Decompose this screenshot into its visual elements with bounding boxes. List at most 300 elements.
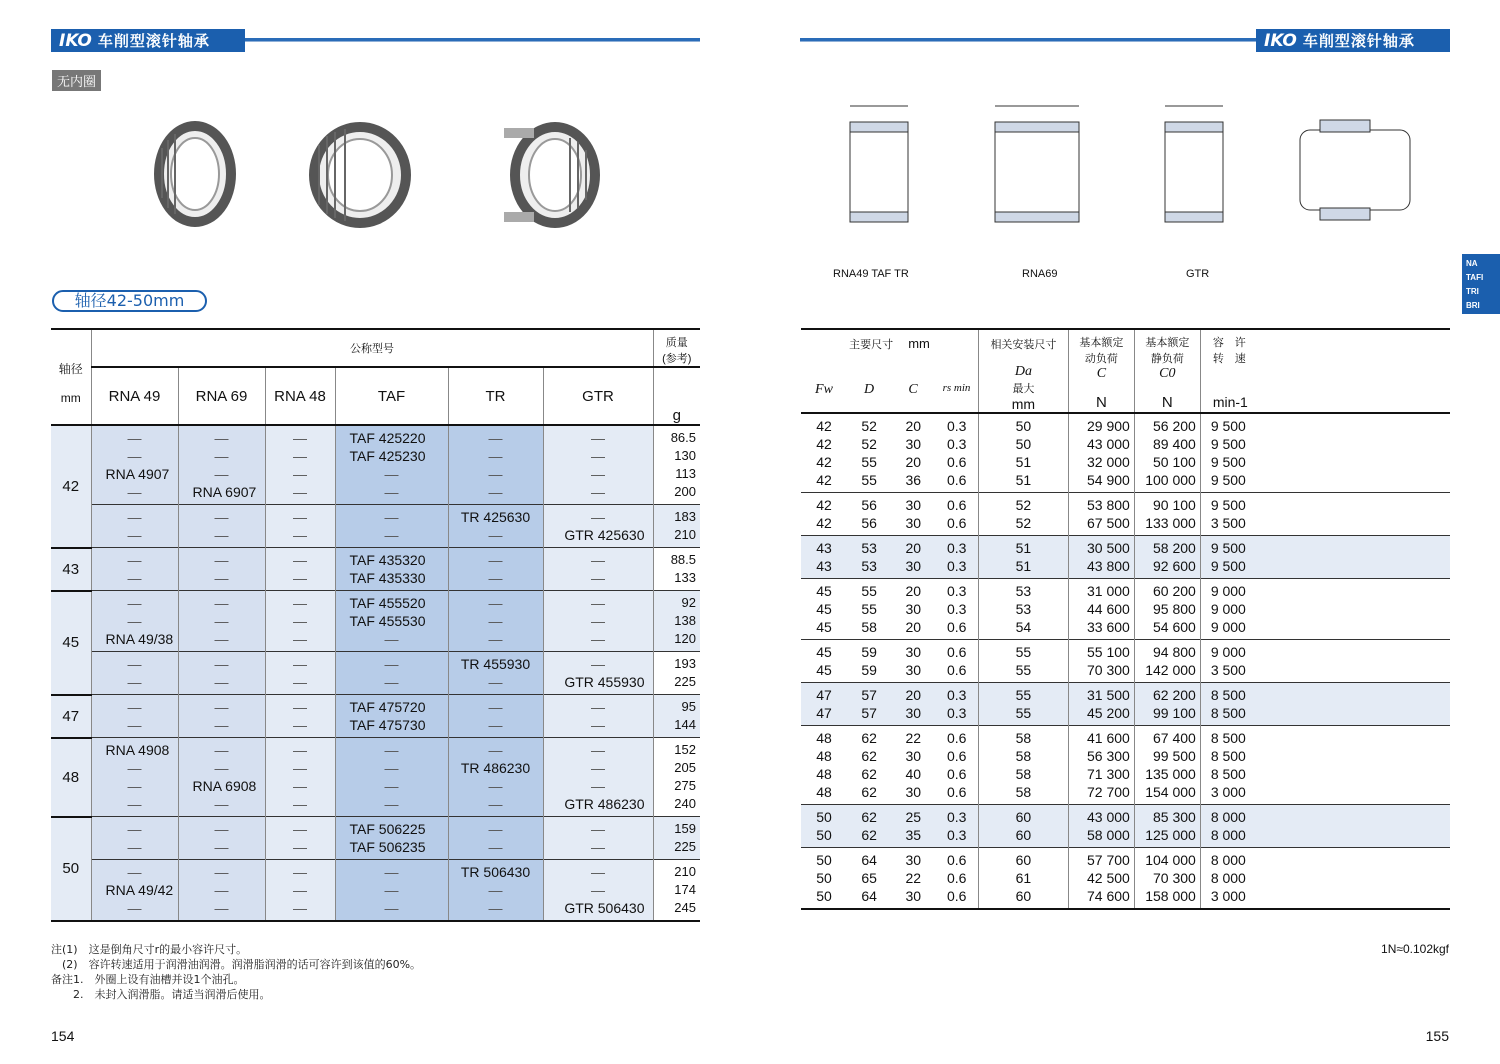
- spec-cell: 8 000: [1210, 852, 1246, 868]
- spec-cell: 55: [1015, 687, 1032, 703]
- spec-cell: 0.3: [946, 558, 967, 574]
- shaft-diameter-cell: 50: [51, 817, 91, 922]
- designation-cell: —: [488, 570, 503, 586]
- iko-logo-right: IKO: [1264, 30, 1297, 51]
- designation-cell: —: [488, 839, 503, 855]
- designation-cell: —: [127, 595, 142, 611]
- spec-cell: 62: [861, 766, 877, 782]
- spec-cell: 142 000: [1145, 662, 1196, 678]
- spec-row-group: [801, 805, 1450, 848]
- designation-cell: —: [127, 570, 142, 586]
- designation-cell: —: [293, 448, 307, 464]
- spec-cell: 48: [816, 766, 832, 782]
- section-side-tab[interactable]: [1462, 254, 1500, 314]
- spec-cell: 67 500: [1087, 515, 1130, 531]
- designation-cell: GTR 425630: [564, 527, 645, 543]
- designation-cell: —: [293, 656, 307, 672]
- designation-cell: —: [214, 613, 229, 629]
- designation-cell: TAF 425220: [349, 430, 426, 446]
- spec-cell: 0.6: [946, 662, 967, 678]
- mass-value: 183: [674, 509, 696, 524]
- spec-cell: 50: [816, 809, 832, 825]
- spec-row-group: [801, 848, 1450, 910]
- spec-cell: 0.6: [946, 644, 967, 660]
- designation-cell: TAF 455520: [349, 595, 426, 611]
- spec-cell: 51: [1015, 454, 1032, 470]
- diagram-gtr: [1135, 92, 1235, 242]
- header-rule-right: [800, 38, 1256, 42]
- mass-value: 193: [674, 656, 696, 671]
- note-1: 注(1) 这是倒角尺寸r的最小容许尺寸。: [51, 943, 248, 956]
- designation-cell: —: [214, 900, 229, 916]
- hdr-sta2: 静负荷: [1150, 353, 1184, 365]
- hdr-speed: 容 许: [1212, 337, 1246, 349]
- spec-cell: 70 300: [1152, 870, 1196, 886]
- hdr-main-dims: 主要尺寸: [849, 339, 894, 351]
- spec-cell: 30: [905, 436, 922, 452]
- designation-cell: —: [127, 699, 142, 715]
- spec-cell: 0.6: [946, 497, 967, 513]
- hdr-mass-unit: g: [653, 367, 700, 425]
- spec-cell: 52: [1015, 515, 1032, 531]
- spec-cell: 0.3: [946, 601, 967, 617]
- designation-cell: GTR 455930: [564, 674, 645, 690]
- designation-row-group: [51, 860, 700, 922]
- spec-cell: 62: [861, 784, 877, 800]
- spec-cell: 42: [816, 472, 832, 488]
- hdr-sta-sym: C0: [1159, 366, 1176, 381]
- mass-value: 130: [674, 448, 696, 463]
- designation-cell: —: [214, 796, 229, 812]
- spec-cell: 0.3: [946, 418, 967, 434]
- spec-cell: 50: [1015, 418, 1032, 434]
- designation-cell: —: [293, 778, 307, 794]
- spec-cell: 9 000: [1210, 619, 1246, 635]
- mass-value: 120: [674, 631, 696, 646]
- spec-cell: 32 000: [1087, 454, 1130, 470]
- spec-cell: 57: [861, 687, 877, 703]
- bearing-photo-gtr: [500, 120, 600, 230]
- designation-row-group: [51, 591, 700, 652]
- hdr-col-rna48: RNA 48: [265, 367, 335, 425]
- spec-cell: 30: [905, 662, 922, 678]
- spec-cell: 135 000: [1145, 766, 1196, 782]
- designation-cell: —: [127, 527, 142, 543]
- designation-cell: —: [293, 699, 307, 715]
- hdr-col-rna69: RNA 69: [178, 367, 265, 425]
- spec-cell: 43 000: [1087, 436, 1130, 452]
- designation-cell: RNA 49/38: [105, 631, 174, 647]
- spec-cell: 60: [1015, 852, 1032, 868]
- designation-cell: RNA 4908: [105, 742, 170, 758]
- designation-cell: —: [591, 570, 605, 586]
- spec-cell: 55: [861, 472, 877, 488]
- spec-cell: 59: [861, 644, 877, 660]
- designation-cell: —: [488, 796, 503, 812]
- spec-cell: 45: [816, 662, 832, 678]
- designation-cell: —: [127, 448, 142, 464]
- hdr-dyn-sym: C: [1096, 366, 1107, 381]
- designation-cell: —: [384, 864, 399, 880]
- side-tab-bri: BRI: [1466, 301, 1480, 310]
- spec-row-group: [801, 413, 1450, 493]
- spec-cell: 0.6: [946, 454, 967, 470]
- spec-cell: 72 700: [1087, 784, 1130, 800]
- spec-cell: 0.6: [946, 748, 967, 764]
- shaft-diameter-cell: 43: [51, 548, 91, 591]
- spec-cell: 0.3: [946, 540, 967, 556]
- designation-cell: —: [488, 882, 503, 898]
- designation-cell: —: [384, 742, 399, 758]
- spec-cell: 60 200: [1152, 583, 1196, 599]
- spec-cell: 58: [861, 619, 877, 635]
- designation-cell: —: [293, 570, 307, 586]
- mass-value: 245: [674, 900, 696, 915]
- designation-cell: —: [127, 430, 142, 446]
- designation-cell: —: [214, 864, 229, 880]
- mass-value: 200: [674, 484, 696, 499]
- shaft-diameter-cell: 48: [51, 738, 91, 817]
- spec-cell: 45: [816, 619, 832, 635]
- spec-cell: 30: [905, 748, 922, 764]
- spec-cell: 55: [861, 583, 877, 599]
- spec-cell: 99 500: [1152, 748, 1196, 764]
- diagram-rna69: [965, 92, 1085, 242]
- designation-cell: —: [214, 656, 229, 672]
- diagram-label-rna49: RNA49 TAF TR: [833, 268, 909, 280]
- designation-cell: —: [384, 656, 399, 672]
- hdr-shaft: 轴径: [58, 361, 83, 376]
- spec-cell: 30: [905, 888, 922, 904]
- spec-cell: 85 300: [1152, 809, 1196, 825]
- spec-cell: 8 500: [1210, 687, 1246, 703]
- designation-cell: GTR 506430: [564, 900, 645, 916]
- spec-row-group: [801, 726, 1450, 805]
- spec-cell: 22: [905, 730, 922, 746]
- designation-cell: —: [214, 631, 229, 647]
- spec-cell: 30: [905, 497, 922, 513]
- spec-cell: 0.6: [946, 766, 967, 782]
- designation-row-group: [51, 505, 700, 548]
- note-2: (2) 容许转速适用于润滑油润滑。润滑脂润滑的话可容许到该值的60%。: [51, 958, 422, 971]
- hdr-sta-unit: N: [1161, 394, 1173, 411]
- spec-cell: 55: [1015, 644, 1032, 660]
- spec-cell: 9 500: [1210, 540, 1246, 556]
- designation-cell: —: [293, 900, 307, 916]
- spec-cell: 3 500: [1210, 515, 1246, 531]
- mass-value: 95: [681, 699, 696, 714]
- mass-value: 210: [674, 864, 696, 879]
- designation-cell: —: [127, 674, 142, 690]
- designation-cell: TR 455930: [460, 656, 531, 672]
- designation-cell: GTR 486230: [564, 796, 645, 812]
- spec-cell: 51: [1015, 472, 1032, 488]
- spec-cell: 62: [861, 809, 877, 825]
- spec-cell: 58 000: [1087, 827, 1130, 843]
- spec-cell: 55 100: [1087, 644, 1130, 660]
- designation-cell: —: [127, 778, 142, 794]
- spec-cell: 62 200: [1152, 687, 1196, 703]
- specification-table: [801, 328, 1450, 910]
- spec-cell: 53: [861, 540, 877, 556]
- spec-cell: 55: [861, 454, 877, 470]
- designation-cell: —: [214, 509, 229, 525]
- spec-cell: 55: [1015, 705, 1032, 721]
- spec-cell: 50: [816, 888, 832, 904]
- spec-cell: 40: [905, 766, 922, 782]
- designation-cell: —: [127, 796, 142, 812]
- spec-cell: 58: [1015, 748, 1032, 764]
- spec-cell: 56 200: [1152, 418, 1196, 434]
- spec-cell: 45: [816, 644, 832, 660]
- designation-cell: —: [127, 613, 142, 629]
- designation-cell: —: [127, 484, 142, 500]
- designation-cell: —: [293, 466, 307, 482]
- spec-cell: 43: [816, 540, 832, 556]
- designation-cell: —: [214, 717, 229, 733]
- designation-cell: —: [591, 430, 605, 446]
- hdr-mount: 相关安装尺寸: [990, 339, 1057, 351]
- spec-cell: 50: [816, 827, 832, 843]
- designation-cell: —: [591, 778, 605, 794]
- designation-cell: TAF 425230: [349, 448, 426, 464]
- designation-cell: —: [591, 631, 605, 647]
- designation-cell: —: [591, 613, 605, 629]
- spec-cell: 30: [905, 601, 922, 617]
- spec-cell: 48: [816, 730, 832, 746]
- hdr-col-rna49: RNA 49: [91, 367, 178, 425]
- diagram-mounting: [1295, 100, 1430, 240]
- brand-header: [51, 29, 245, 52]
- designation-cell: —: [293, 552, 307, 568]
- spec-cell: 9 000: [1210, 644, 1246, 660]
- spec-row-group: [801, 640, 1450, 683]
- designation-cell: —: [384, 509, 399, 525]
- spec-cell: 9 500: [1210, 418, 1246, 434]
- header-rule: [245, 38, 700, 42]
- spec-cell: 8 000: [1210, 870, 1246, 886]
- spec-cell: 9 000: [1210, 601, 1246, 617]
- spec-cell: 47: [816, 687, 832, 703]
- designation-cell: —: [384, 796, 399, 812]
- designation-cell: —: [214, 430, 229, 446]
- hdr-shaft-unit: mm: [60, 390, 81, 405]
- mass-value: 86.5: [670, 430, 696, 445]
- mass-value: 159: [674, 821, 696, 836]
- spec-cell: 43: [816, 558, 832, 574]
- spec-cell: 0.3: [946, 436, 967, 452]
- designation-cell: —: [591, 864, 605, 880]
- spec-cell: 90 100: [1152, 497, 1196, 513]
- designation-cell: TAF 475730: [349, 717, 426, 733]
- designation-cell: —: [214, 821, 229, 837]
- hdr-col-tr: TR: [448, 367, 543, 425]
- designation-cell: TAF 506235: [349, 839, 426, 855]
- spec-cell: 56: [861, 515, 877, 531]
- spec-cell: 0.6: [946, 515, 967, 531]
- designation-cell: —: [384, 674, 399, 690]
- spec-cell: 9 500: [1210, 497, 1246, 513]
- designation-cell: —: [384, 466, 399, 482]
- hdr-designation: 公称型号: [91, 329, 653, 367]
- spec-cell: 0.3: [946, 583, 967, 599]
- designation-cell: TAF 475720: [349, 699, 426, 715]
- spec-cell: 50 100: [1152, 454, 1196, 470]
- designation-cell: —: [214, 699, 229, 715]
- spec-cell: 35: [905, 827, 922, 843]
- spec-cell: 0.6: [946, 888, 967, 904]
- designation-cell: —: [384, 778, 399, 794]
- designation-cell: —: [591, 760, 605, 776]
- hdr-rs: rs min: [942, 382, 971, 394]
- spec-cell: 3 500: [1210, 662, 1246, 678]
- designation-cell: —: [384, 484, 399, 500]
- designation-row-group: [51, 738, 700, 817]
- spec-cell: 20: [905, 687, 922, 703]
- designation-cell: —: [293, 760, 307, 776]
- designation-cell: —: [591, 839, 605, 855]
- designation-cell: —: [214, 527, 229, 543]
- tag-no-inner-ring: 无内圈: [52, 70, 101, 91]
- designation-cell: —: [214, 552, 229, 568]
- spec-cell: 20: [905, 619, 922, 635]
- designation-cell: —: [214, 882, 229, 898]
- spec-cell: 8 000: [1210, 827, 1246, 843]
- designation-cell: —: [384, 527, 399, 543]
- spec-cell: 31 500: [1087, 687, 1130, 703]
- designation-cell: —: [293, 484, 307, 500]
- spec-cell: 47: [816, 705, 832, 721]
- spec-cell: 58: [1015, 730, 1032, 746]
- hdr-col-taf: TAF: [335, 367, 448, 425]
- note-4: 2. 未封入润滑脂。请适当润滑后使用。: [51, 988, 271, 1001]
- spec-cell: 133 000: [1145, 515, 1196, 531]
- spec-cell: 56: [861, 497, 877, 513]
- designation-cell: —: [293, 796, 307, 812]
- spec-cell: 71 300: [1087, 766, 1130, 782]
- spec-cell: 92 600: [1152, 558, 1196, 574]
- designation-cell: —: [488, 631, 503, 647]
- spec-cell: 30: [905, 852, 922, 868]
- page-number-right: 155: [1425, 1028, 1449, 1044]
- spec-cell: 0.6: [946, 472, 967, 488]
- designation-cell: TAF 455530: [349, 613, 426, 629]
- spec-cell: 51: [1015, 540, 1032, 556]
- spec-cell: 104 000: [1145, 852, 1196, 868]
- spec-cell: 3 000: [1210, 784, 1246, 800]
- spec-row-group: [801, 493, 1450, 536]
- hdr-dyn-unit: N: [1095, 394, 1107, 411]
- spec-cell: 62: [861, 827, 877, 843]
- spec-cell: 64: [861, 888, 877, 904]
- designation-row-group: [51, 548, 700, 591]
- spec-cell: 50: [816, 870, 832, 886]
- hdr-da-unit: mm: [1011, 396, 1036, 412]
- designation-cell: —: [293, 509, 307, 525]
- designation-row-group: [51, 695, 700, 738]
- spec-cell: 9 500: [1210, 558, 1246, 574]
- spec-cell: 64: [861, 852, 877, 868]
- spec-cell: 43 000: [1087, 809, 1130, 825]
- iko-logo: IKO: [59, 30, 92, 51]
- designation-cell: RNA 6907: [192, 484, 257, 500]
- brand-title: 车削型滚针轴承: [97, 32, 210, 50]
- spec-cell: 53: [1015, 583, 1032, 599]
- spec-cell: 89 400: [1152, 436, 1196, 452]
- spec-cell: 41 600: [1087, 730, 1130, 746]
- designation-table: [51, 328, 700, 922]
- designation-cell: —: [127, 900, 142, 916]
- note-3: 备注1. 外圈上设有油槽并设1个油孔。: [51, 973, 245, 986]
- spec-cell: 55: [861, 601, 877, 617]
- mass-value: 88.5: [670, 552, 696, 567]
- designation-row-group: [51, 425, 700, 505]
- diagram-label-gtr: GTR: [1186, 268, 1210, 280]
- designation-cell: —: [214, 760, 229, 776]
- mass-value: 92: [681, 595, 696, 610]
- designation-cell: —: [293, 742, 307, 758]
- spec-row-group: [801, 683, 1450, 726]
- hdr-fw: Fw: [815, 382, 833, 397]
- diagram-rna49: [820, 92, 930, 242]
- spec-cell: 57 700: [1087, 852, 1130, 868]
- shaft-diameter-cell: 42: [51, 425, 91, 548]
- designation-cell: TR 425630: [460, 509, 531, 525]
- mass-value: 138: [674, 613, 696, 628]
- brand-header-right: [1256, 29, 1450, 52]
- page-number-left: 154: [51, 1028, 75, 1044]
- spec-cell: 58: [1015, 766, 1032, 782]
- spec-cell: 31 000: [1087, 583, 1130, 599]
- spec-cell: 33 600: [1087, 619, 1130, 635]
- designation-cell: RNA 6908: [192, 778, 257, 794]
- designation-cell: —: [214, 595, 229, 611]
- spec-cell: 0.3: [946, 827, 967, 843]
- designation-cell: —: [488, 900, 503, 916]
- spec-cell: 30: [905, 784, 922, 800]
- designation-cell: —: [488, 552, 503, 568]
- spec-cell: 62: [861, 748, 877, 764]
- designation-cell: —: [293, 839, 307, 855]
- brand-title-right: 车削型滚针轴承: [1302, 32, 1415, 50]
- spec-cell: 154 000: [1145, 784, 1196, 800]
- spec-cell: 9 000: [1210, 583, 1246, 599]
- spec-row-group: [801, 536, 1450, 579]
- hdr-da: Da: [1014, 364, 1032, 379]
- designation-cell: —: [214, 448, 229, 464]
- spec-cell: 53: [861, 558, 877, 574]
- spec-cell: 60: [1015, 809, 1032, 825]
- hdr-dyn2: 动负荷: [1084, 353, 1118, 365]
- spec-cell: 62: [861, 730, 877, 746]
- designation-cell: —: [591, 484, 605, 500]
- hdr-speed-unit: min-1: [1212, 394, 1248, 410]
- spec-cell: 60: [1015, 888, 1032, 904]
- mass-value: 205: [674, 760, 696, 775]
- designation-cell: —: [488, 430, 503, 446]
- designation-cell: —: [591, 552, 605, 568]
- side-tab-tri: TRI: [1466, 287, 1479, 296]
- designation-cell: —: [293, 527, 307, 543]
- spec-cell: 25: [905, 809, 922, 825]
- designation-cell: —: [293, 613, 307, 629]
- side-tab-na: NA: [1466, 259, 1478, 268]
- spec-cell: 53 800: [1087, 497, 1130, 513]
- spec-cell: 0.3: [946, 705, 967, 721]
- footnotes: [51, 942, 421, 1002]
- designation-cell: —: [384, 760, 399, 776]
- designation-cell: —: [293, 882, 307, 898]
